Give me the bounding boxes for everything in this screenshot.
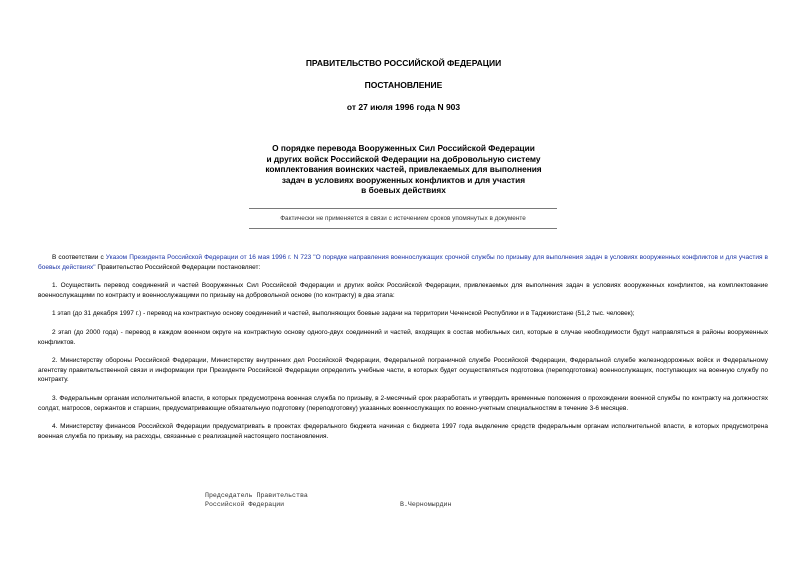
preamble-suffix: Правительство Российской Федерации постановляет:: [95, 263, 261, 271]
document-title: [220, 143, 587, 196]
title-line: в боевых действиях: [361, 185, 446, 196]
status-rule-top: [249, 208, 557, 209]
decree-reference-link[interactable]: Указом Президента Российской Федерации от 16 мая 1996 г. N 723 "О порядке направления военнослужащих срочной службы по призыву для выполнения задач в условиях вооруженных конфликтов и для участия в боевых действиях": [38, 254, 768, 271]
signatory-position-line: Председатель Правительства: [205, 492, 308, 499]
decree-type-heading: ПОСТАНОВЛЕНИЕ: [364, 80, 443, 90]
decree-date-heading: от 27 июля 1996 года N 903: [346, 102, 461, 112]
body-paragraph: 1 этап (до 31 декабря 1997 г.) - перевод на контрактную основу соединений и частей, выполняющих боевые задачи на территории Чеченской Республики и в Таджикистане (51,2 тыс. человек);: [52, 310, 635, 318]
body-paragraph: 2. Министерству обороны Российской Федерации, Министерству внутренних дел Российской Федерации, Федеральной пограничной службе Российской Федерации, Федеральной службе железнодорожных войск и Федеральному агентству правительственной связи и информации при Президенте Российской Федерации определить учебные части, в которых будет осуществляться подготовка (переподготовка) военнослужащих, поступающих на военную службу по контракту.: [38, 357, 768, 384]
title-line: комплектования воинских частей, привлекаемых для выполнения: [265, 164, 542, 175]
signatory-name: В.Черномырдин: [400, 501, 452, 508]
status-note: Фактически не применяется в связи с истечением сроков упомянутых в документе: [280, 215, 526, 222]
body-paragraph: 1. Осуществить перевод соединений и частей Вооруженных Сил Российской Федерации и других войск Российской Федерации, привлекаемых для выполнения задач в условиях вооруженных конфликтов, на комплектование военнослужащими по контракту и военнослужащими по призыву на добровольной основе (по контракту) в два этапа:: [38, 282, 768, 299]
government-heading: ПРАВИТЕЛЬСТВО РОССИЙСКОЙ ФЕДЕРАЦИИ: [305, 58, 502, 68]
signatory-position: [205, 491, 308, 509]
body-paragraph: 3. Федеральным органам исполнительной власти, в которых предусмотрена военная служба по призыву, в 2-месячный срок разработать и утвердить временные положения о прохождении военной службы по контракту на должностях солдат, матросов, сержантов и старшин, предусматривающие обязательную подготовку (переподготовку) указанных военнослужащих по военно-учетным специальностям в течение 3-6 месяцев.: [38, 394, 768, 412]
signatory-position-line: Российской Федерации: [205, 501, 285, 509]
preamble-prefix: В соответствии с: [52, 254, 106, 261]
body-paragraph: 4. Министерству финансов Российской Федерации предусматривать в проектах федерального бюджета начиная с бюджета 1997 года выделение средств федеральным органам исполнительной власти, в которых предусмотрена военная служба по призыву, на расходы, связанные с реализацией настоящего постановления.: [38, 423, 768, 440]
title-line: задач в условиях вооруженных конфликтов и для участия: [281, 174, 526, 185]
status-rule-bottom: [249, 228, 557, 229]
body-paragraph: 2 этап (до 2000 года) - перевод в каждом военном округе на контрактную основу одного-двух соединений и частей, входящих в состав мобильных сил, которые в случае необходимости будут направляться в районы вооруженных конфликтов.: [38, 328, 768, 346]
preamble-paragraph: [38, 253, 768, 272]
title-line: и других войск Российской Федерации на добровольную систему: [266, 153, 541, 164]
document-body: [38, 253, 768, 450]
title-line: О порядке перевода Вооруженных Сил Российской Федерации: [272, 143, 535, 153]
